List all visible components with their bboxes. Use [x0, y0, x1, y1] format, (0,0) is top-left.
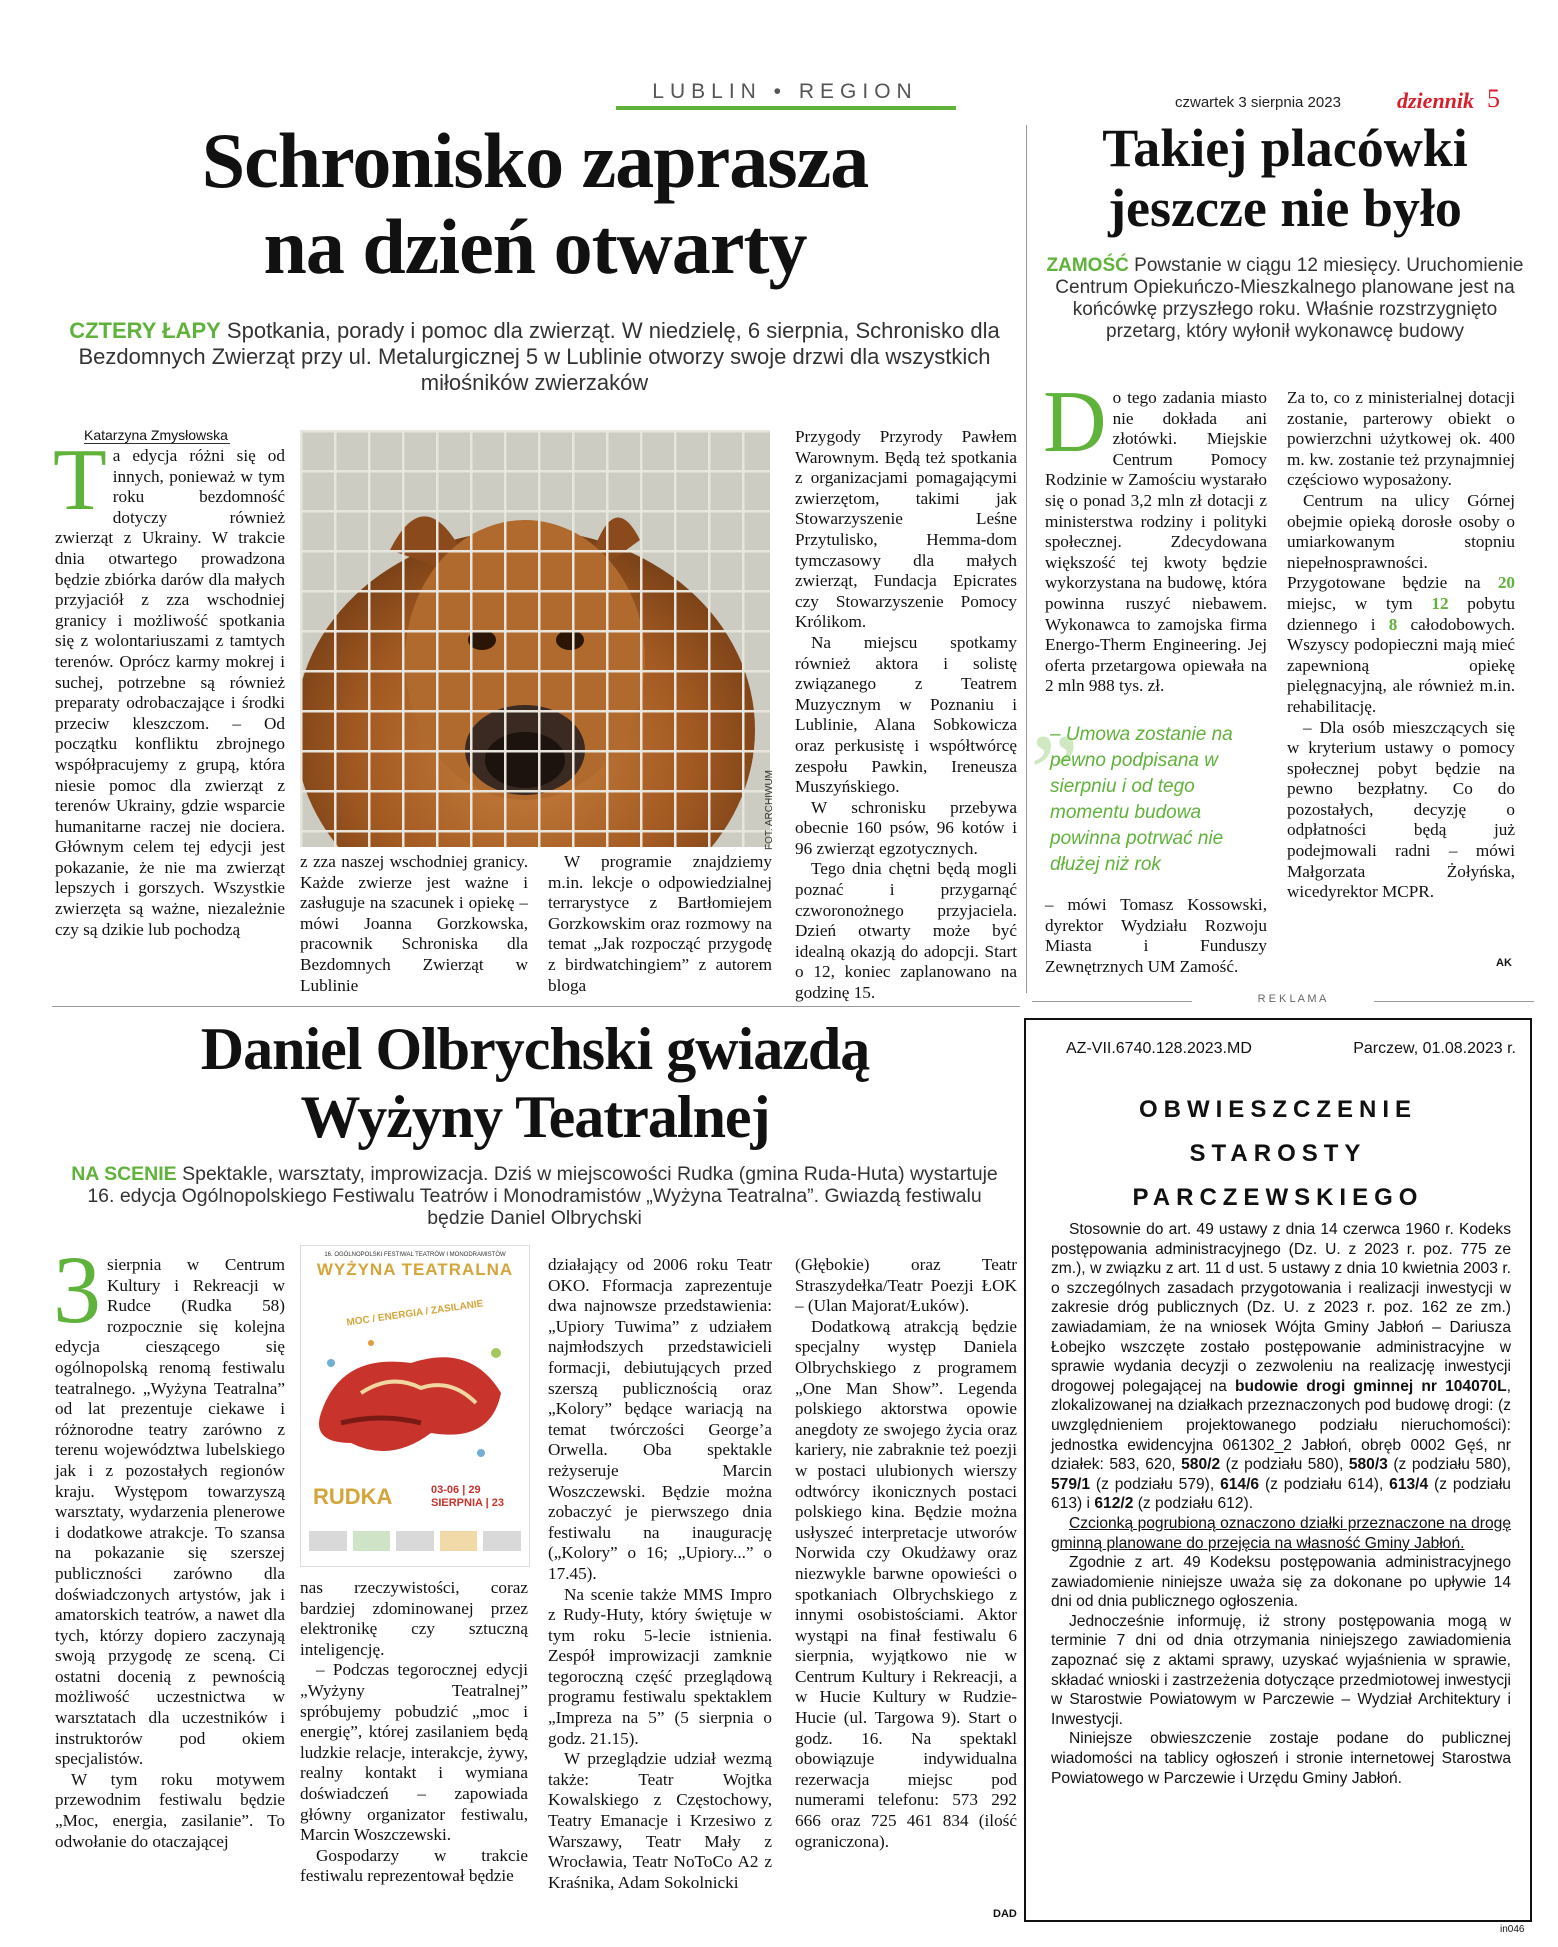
ad-plot-2-note: (z podziału 580), — [1393, 1456, 1511, 1474]
places-day-number: 12 — [1431, 593, 1449, 613]
article2-col2-p2b: miejsc, w tym — [1287, 593, 1413, 613]
section-label: LUBLIN • REGION — [652, 80, 918, 103]
poster-theme: MOC / ENERGIA / ZASILANIE — [345, 1298, 485, 1329]
ad-plot-6: 612/2 — [1094, 1495, 1134, 1513]
article3-dropcap: 3 — [53, 1236, 101, 1343]
article1-column-4 — [795, 427, 1017, 1004]
dog-photo — [300, 430, 770, 847]
ad-paragraph-1 — [1051, 1220, 1511, 1514]
article2-col2-p3: – Dla osób mieszczących się w kryterium ustawy o pomocy społecznej pobyt będzie na pewno bezpłatny. Co do pozostałych, decyzję o odpłatności będą już podejmowali radni – mówi Małgorzata Żołyńska, wicedyrektor MCPR. — [1287, 717, 1515, 902]
article1-lead-text: Spotkania, porady i pomoc dla zwierząt. W niedzielę, 6 sierpnia, Schronisko dla Bezdomnych Zwierząt przy ul. Metalurgicznej 5 w Lublinie otworzy swoje drzwi dla wszystkich miłośników zwierzaków — [78, 318, 1000, 395]
ad-title — [1026, 1088, 1530, 1220]
article2-title-line1: Takiej placówki — [1102, 118, 1468, 178]
article2-quote-attribution — [1045, 895, 1267, 977]
article2-col2-p1: Za to, co z ministerialnej dotacji zostanie, parterowy obiekt o powierzchni użytkowej ok. 400 m. kw. zostanie też przynajmniej częściowo wyposażony. — [1287, 388, 1515, 490]
ad-paragraph-2: Czcionką pogrubioną oznaczono działki przeznaczone na drogę gminną planowane do przejęcia na własność Gminy Jabłoń. — [1051, 1514, 1511, 1552]
page-number: 5 — [1487, 84, 1500, 113]
ad-box — [1024, 1018, 1532, 1922]
article3-col2-p3: Gospodarzy w trakcie festiwalu reprezentował będzie — [300, 1845, 528, 1886]
article1-col4-p1: Przygody Przyrody Pawłem Warownym. Będą też spotkania z organizacjami pomagającymi zwierzętom, takimi jak Stowarzyszenie Leśne Przytulisko, Hemma-dom tymczasowy dla małych zwierząt, Fundacja Epicrates czy Stowarzyszenie Pomocy Królikom. — [795, 427, 1017, 632]
brand-logo: dziennik — [1397, 88, 1475, 113]
article2-lead-text: Powstanie w ciągu 12 miesięcy. Uruchomienie Centrum Opiekuńczo-Mieszkalnego planowane jest na końcówkę przyszłego roku. Właśnie rozstrzygnięto przetarg, który wyłonił wykonawcę budowy — [1055, 255, 1524, 342]
poster-title: WYŻYNA TEATRALNA — [316, 1260, 514, 1279]
vertical-divider — [1026, 125, 1027, 993]
ad-plot-1: 580/2 — [1181, 1456, 1221, 1474]
article3-lead — [62, 1163, 1007, 1229]
ad-p1-b: , zlokalizowanej na działkach przeznaczonych pod budowę drogi: (z uwzględnieniem projektowanego podziału nieruchomości): jednostka ewidencyjna 061302_2 Jabłoń, obręb 0002 Gęś, nr działek: 583, 620, — [1051, 1377, 1511, 1474]
article2-col2-p2 — [1287, 491, 1515, 718]
ad-title-line1: OBWIESZCZENIE — [1138, 1096, 1417, 1123]
quote-mark-icon: ” — [1030, 712, 1079, 834]
article1-lead-tag: CZTERY ŁAPY — [69, 318, 221, 343]
article3-col3-p2: Na scenie także MMS Impro z Rudy-Huty, który świętuje w tym roku 5-lecie istnienia. Zespół improwizacji zamknie tegoroczną część przeglądową programu festiwalu spektaklem „Impreza na 5” (5 sierpnia o godz. 21.15). — [548, 1584, 772, 1748]
article1-column-2 — [300, 852, 528, 996]
article2-col1-text: o tego zadania miasto nie dokłada ani złotówki. Miejskie Centrum Pomocy Rodzinie w Zamościu wystarało się o ponad 3,2 mln zł dotacji z ministerstwa rodziny i polityki społecznej. Zdecydowana większość tej kwoty będzie wykorzystana na budowę, która powinna ruszyć niebawem. Wykonawca to zamojska firma Energo-Therm Engineering. Jej oferta przetargowa opiewała na 2 mln 988 tys. zł. — [1045, 388, 1267, 696]
ad-title-line2: STAROSTY — [1189, 1140, 1367, 1167]
section-underline — [616, 106, 956, 110]
article3-lead-tag: NA SCENIE — [71, 1163, 177, 1185]
article3-column-4 — [795, 1255, 1017, 1852]
article1-col4-p4: Tego dnia chętni będą mogli poznać i przygarnąć czworonożnego przyjaciela. Dzień otwarty może być idealną okazją do adopcji. Start o 12, koniec zaplanowano na godzinę 15. — [795, 859, 1017, 1003]
ad-paragraph-5: Niniejsze obwieszczenie zostaje podane do publicznej wiadomości na tablicy ogłoszeń i stronie internetowej Starostwa Powiatowego w Parczewie i Urzędu Gminy Jabłoń. — [1051, 1730, 1511, 1787]
ad-plot-6-note: (z podziału 612). — [1137, 1495, 1254, 1513]
article2-quote: – Umowa zostanie na pewno podpisana w sierpniu i od tego momentu budowa powinna potrwać nie dłużej niż rok — [1050, 724, 1233, 875]
ad-paragraph-3: Zgodnie z art. 49 Kodeksu postępowania administracyjnego zawiadomienie niniejsze uważa się za dokonane po upływie 14 dni od dnia publicznego ogłoszenia. — [1051, 1554, 1511, 1611]
ad-p1-a: Stosownie do art. 49 ustawy z dnia 14 czerwca 1960 r. Kodeks postępowania administracyjnego (Dz. U. z 2023 r. poz. 775 ze zm.), w związku z art. 11 d ust. 5 ustawy z dnia 10 kwietnia 2003 r. o szczególnych zasadach przygotowania i realizacji inwestycji w zakresie dróg publicznych (Dz. U. z 2023 r. poz. 162 ze zm.) zawiadamiam, że na wniosek Wójta Gminy Jabłoń – Dariusza Łobejko wszczęte zostało postępowanie administracyjne w sprawie wydania decyzji o zezwoleniu na realizację inwestycji drogowej polegającej na — [1051, 1221, 1511, 1395]
article3-column-3 — [548, 1255, 772, 1893]
article1-col1-text: a edycja różni się od innych, ponieważ w tym roku bezdomność dotyczy również zwierząt z Ukrainy. W trakcie dnia otwartego prowadzona będzie zbiórka darów dla małych przyjaciół z zza wschodniej granicy i możliwość spotkania się z wolontariuszami z tamtych terenów. Oprócz karmy mokrej i suchej, potrzebne są również preparaty odrobaczające i środki przeciw kleszczom. – Od początku konfliktu zbrojnego współpracujemy z grupą, która niesie pomoc dla zwierząt z terenów Ukrainy, gdzie wsparcie humanitarne raczej nie dociera. Głównym celem tej edycji jest pokazanie, że nie ma zwierząt lepszych i gorszych. Wszystkie zwierzęta są ważne, niezależnie czy są dzikie lub pochodzą — [55, 446, 285, 939]
article3-col4-p1: (Głębokie) oraz Teatr Straszydełka/Teatr Poezji ŁOK – (Ulan Majorat/Łuków). — [795, 1255, 1017, 1316]
dog-behind-cage-image — [300, 430, 770, 847]
article2-col2-p2a: Centrum na ulicy Górnej obejmie opieką dorosłe osoby o umiarkowanym stopniu niepełnosprawności. Przygotowane będzie na — [1287, 490, 1515, 593]
places-night-number: 8 — [1388, 614, 1398, 634]
ad-plot-1-note: (z podziału 580), — [1225, 1456, 1344, 1474]
ad-plot-2: 580/3 — [1348, 1456, 1388, 1474]
article2-lead — [1040, 255, 1530, 343]
article3-col2-p2: – Podczas tegorocznej edycji „Wyżyny Teatralnej” spróbujemy pobudzić „moc i energię”, której zasilaniem będą ludzkie relacje, interakcje, żywy, realny kontakt i wymiana doświadczeń – zapowiada główny organizator festiwalu, Marcin Woszczewski. — [300, 1660, 528, 1845]
article2-lead-tag: ZAMOŚĆ — [1046, 255, 1129, 276]
festival-poster — [300, 1245, 530, 1567]
article2-title — [1040, 118, 1530, 238]
ad-label — [1032, 993, 1534, 1009]
article3-col1-p1: sierpnia w Centrum Kultury i Rekreacji w Rudce (Rudka 58) rozpocznie się kolejna edycja cieszącego się ogólnopolską renomą festiwalu teatralnego. „Wyżyna Teatralna” od lat prezentuje ciekawe i różnorodne teatry zarówno z terenu województwa lubelskiego jak i z pozostałych regionów kraju. Występom towarzyszą warsztaty, wydarzenia plenerowe i dodatkowe atrakcje. To szansa na pokazanie się szerszej publiczności zarówno dla doświadczonych artystów, jak i amatorskich teatrów, a nawet dla tych, którzy dopiero zaczynają swoją przygodę ze sceną. Ci ostatni docenią z pewnością możliwość uczestnictwa w warsztatach dla uczestników i instruktorów pod okiem specjalistów. — [55, 1255, 285, 1769]
article1-column-3 — [548, 852, 772, 996]
ad-body — [1051, 1220, 1511, 1788]
article3-title-line2: Wyżyny Teatralnej — [300, 1084, 770, 1150]
article1-author: Katarzyna Zmysłowska — [84, 427, 228, 443]
article2-title-line2: jeszcze nie było — [1108, 178, 1462, 238]
article2-dropcap: D — [1043, 374, 1107, 471]
poster-artwork — [301, 1323, 529, 1473]
horizontal-divider — [52, 1006, 1020, 1007]
article2-signature: AK — [1496, 957, 1512, 969]
article3-col4-p2: Dodatkową atrakcją będzie specjalny występ Daniela Olbrychskiego z programem „One Man Show”. Legenda polskiego aktorstwa opowie anegdoty ze swojego życia oraz kariery, nie zabraknie też poezji w postaci ulubionych wierszy odtwórcy ikonicznych postaci polskiego kina. Będzie można usłyszeć interpretacje utworów Norwida czy Okudżawy oraz niezwykle barwne opowieści o spotkaniach Olbrychskiego z innymi osobistościami. Aktor wystąpi na finał festiwalu 6 sierpnia, wyjątkowo nie w Centrum Kultury i Rekreacji, a w Hucie Kultury w Rudzie-Hucie (ul. Targowa 9). Start o godz. 16. Na spektakl obowiązuje indywidualna rezerwacja miejsc pod numerami telefonu: 573 292 666 oraz 725 461 834 (ilość ograniczona). — [795, 1316, 1017, 1851]
photo-credit: FOT. ARCHIWUM — [764, 770, 775, 850]
poster-sponsor-logos — [309, 1531, 521, 1551]
article2-column-1 — [1043, 374, 1267, 697]
places-total-number: 20 — [1497, 573, 1515, 593]
ad-road-name: budowie drogi gminnej nr 104070L — [1234, 1377, 1507, 1395]
poster-dates: 03-06 | 29 SIERPNIA | 23 — [431, 1484, 504, 1509]
ad-plot-5: 613/4 — [1389, 1475, 1429, 1493]
poster-place: RUDKA — [313, 1484, 393, 1509]
ad-plot-3-note: (z podziału 579), — [1095, 1475, 1215, 1493]
article3-column-2 — [300, 1578, 528, 1887]
article1-col4-p2: Na miejscu spotkamy również aktora i solistę związanego z Teatrem Muzycznym w Poznaniu i Lublinie, Alana Sobkowicza oraz perkusistę i współtwórcę zespołu Pawkin, Ireneusza Muszyńskiego. — [795, 632, 1017, 797]
poster-top-text: 16. OGÓLNOPOLSKI FESTIWAL TEATRÓW I MONODRAMISTÓW — [324, 1252, 506, 1258]
article3-col3-p1: działający od 2006 roku Teatr OKO. Fformacja zaprezentuje dwa najnowsze przedstawienia: „Upiory Tuwima” z udziałem najmłodszych przedstawicieli formacji, debiutujących przed szerszą publicznością oraz „Kolory” będące wariacją na temat twórczości George’a Orwella. Oba spektakle reżyseruje Marcin Woszczewski. Będzie można zobaczyć je pierwszego dnia festiwalu na inaugurację („Kolory” o 16; „Upiory...” o 17.45). — [548, 1255, 772, 1583]
article2-quote-attr: – mówi Tomasz Kossowski, dyrektor Wydziału Rozwoju Miasta i Funduszy Zewnętrznych UM Zamość. — [1045, 895, 1267, 976]
article1-col3-text: W programie znajdziemy m.in. lekcje o odpowiedzialnej terrarystyce z Bartłomiejem Gorzkowskim oraz rozmowy na temat „Jak rozpocząć przygodę z birdwatchingiem” z autorem bloga — [548, 852, 772, 995]
article3-col3-p3: W przeglądzie udział wezmą także: Teatr Wojtka Kowalskiego z Częstochowy, Teatry Emanacje i Krzesiwo z Warszawy, Teatr Mały z Wrocławia, Teatr NoToCo A2 z Kraśnika, Adam Sokolnicki — [548, 1749, 772, 1892]
ad-plot-4-note: (z podziału 614), — [1264, 1475, 1384, 1493]
article3-col1-p2: W tym roku motywem przewodnim festiwalu będzie „Moc, energia, zasilanie”. To odwołanie do otaczającej — [55, 1769, 285, 1851]
article1-title-line2: na dzień otwarty — [263, 203, 807, 290]
ad-paragraph-4: Jednocześnie informuję, iż strony postępowania mogą w terminie 7 dni od dnia otrzymania niniejszego zawiadomienia zapoznać się z aktami sprawy, uzyskać wyjaśnienia w sprawie, składać wnioski i zastrzeżenia dotyczące przedmiotowej inwestycji w Starostwie Powiatowym w Parczewie – Wydział Architektury i Inwestycji. — [1051, 1612, 1511, 1728]
article1-title — [60, 118, 1010, 290]
article3-title-line1: Daniel Olbrychski gwiazdą — [200, 1016, 870, 1082]
article2-col2-p2d: całodobowych. Wszyscy podopieczni mają mieć zapewnioną opiekę pielęgnacyjną, ale również m.in. rehabilitację. — [1287, 614, 1515, 716]
ad-code: in046 — [1500, 1924, 1525, 1935]
ad-place-date: Parczew, 01.08.2023 r. — [1353, 1040, 1516, 1057]
ad-plot-4: 614/6 — [1220, 1475, 1260, 1493]
ad-plot-5-note: (z podziału 613) i — [1051, 1475, 1511, 1513]
article3-title — [60, 1015, 1010, 1151]
issue-date: czwartek 3 sierpnia 2023 — [1175, 94, 1341, 111]
ad-reference: AZ-VII.6740.128.2023.MD — [1066, 1040, 1252, 1057]
ad-plot-3: 579/1 — [1051, 1475, 1091, 1493]
ad-label-text: R E K L A M A — [1257, 993, 1327, 1005]
article2-column-2 — [1287, 388, 1515, 903]
article1-col4-p3: W schronisku przebywa obecnie 160 psów, 96 kotów i 96 zwierząt egzotycznych. — [795, 797, 1017, 858]
article2-col2-p2c: pobytu dziennego i — [1287, 593, 1515, 634]
ad-title-line3: PARCZEWSKIEGO — [1132, 1184, 1424, 1211]
article3-signature: DAD — [993, 1908, 1017, 1920]
article3-col2-p1: nas rzeczywistości, coraz bardziej zdominowanej przez elektronikę czy sztuczną inteligencję. — [300, 1578, 528, 1659]
article3-column-1 — [53, 1236, 285, 1852]
article1-col2-text: z zza naszej wschodniej granicy. Każde zwierze jest ważne i zasługuje na szacunek i opiekę – mówi Joanna Gorzkowska, pracownik Schroniska dla Bezdomnych Zwierząt w Lublinie — [300, 852, 528, 995]
article3-lead-text: Spektakle, warsztaty, improwizacja. Dziś w miejscowości Rudka (gmina Ruda-Huta) wystartuje 16. edycja Ogólnopolskiego Festiwalu Teatrów i Monodramistów „Wyżyna Teatralna”. Gwiazdą festiwalu będzie Daniel Olbrychski — [87, 1163, 998, 1229]
article1-dropcap: T — [53, 432, 107, 529]
article1-title-line1: Schronisko zaprasza — [201, 117, 869, 204]
article1-lead — [62, 318, 1007, 396]
